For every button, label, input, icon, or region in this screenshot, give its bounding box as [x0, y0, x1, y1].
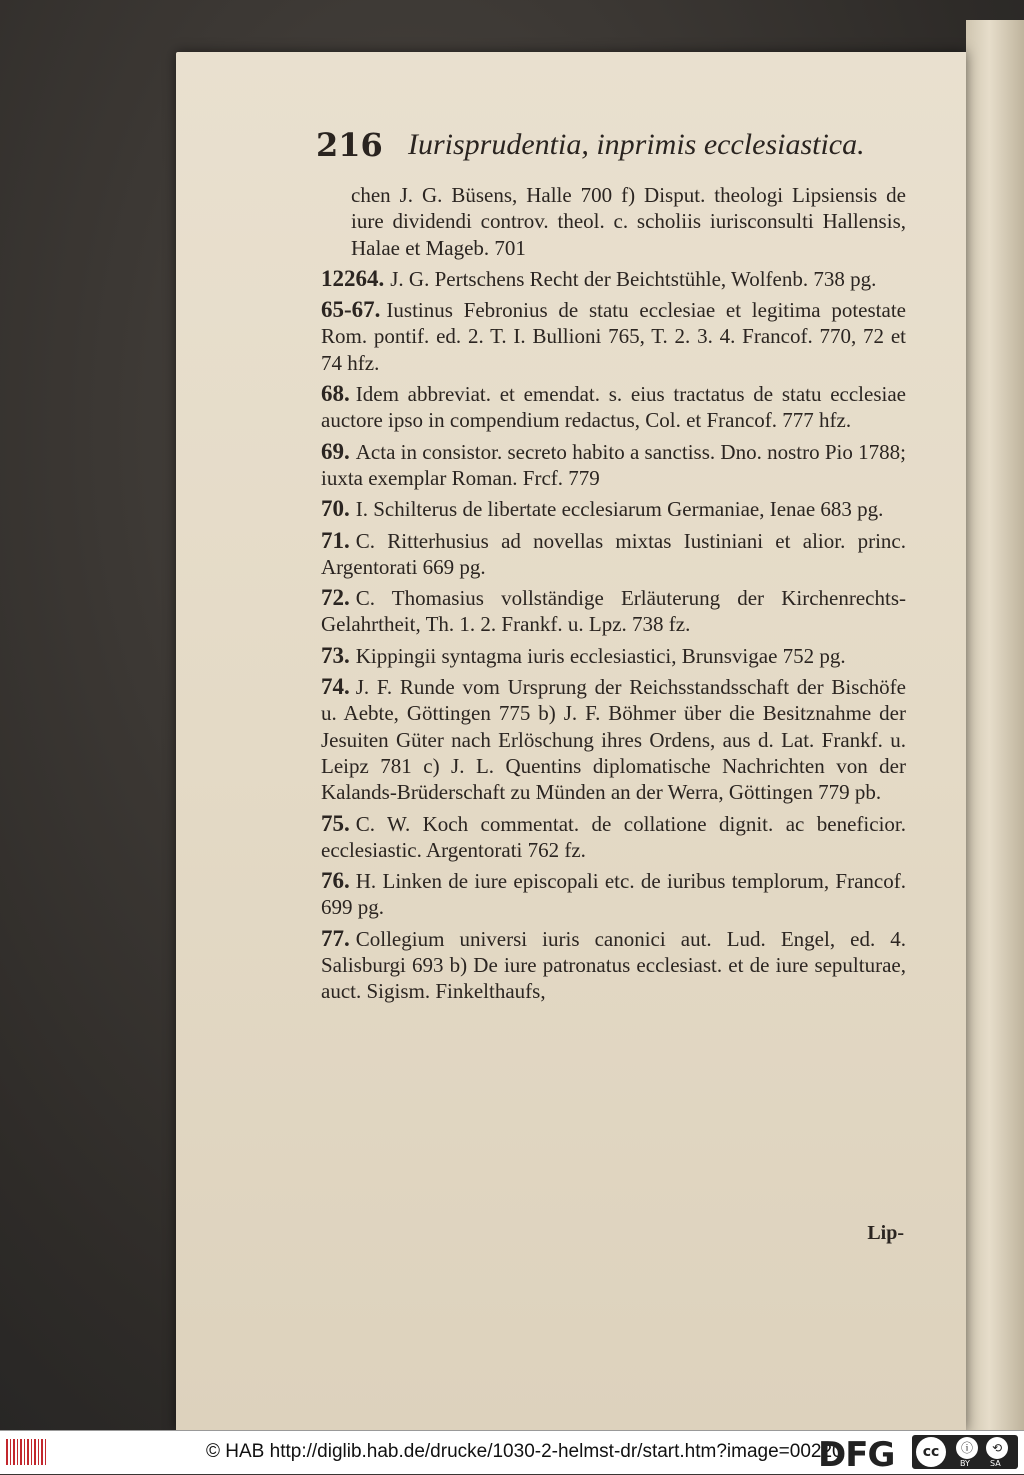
entry-text: I. Schilterus de libertate ecclesiarum Germaniae, Ienae 683 pg. — [355, 497, 884, 522]
list-item — [321, 496, 906, 522]
dfg-logo: DFG — [818, 1435, 895, 1475]
page-number: 216 — [316, 126, 383, 164]
entry-number: 75. — [321, 810, 350, 836]
list-item — [321, 926, 906, 1005]
list-item — [321, 266, 906, 292]
catchword: Lip- — [867, 1222, 904, 1244]
cc-license-badge[interactable] — [912, 1435, 1018, 1469]
list-item — [321, 674, 906, 805]
entry-text: H. Linken de iure episcopali etc. de iuribus templorum, Francof. 699 pg. — [321, 869, 906, 920]
entry-number: 70. — [321, 496, 350, 522]
entry-text: chen J. G. Büsens, Halle 700 f) Disput. theologi Lipsiensis de iure dividendi controv. theol. c. scholiis iurisconsulti Hallensis, Halae et Mageb. 701 — [351, 183, 906, 260]
barcode-icon — [6, 1439, 46, 1465]
entry-text: Kippingii syntagma iuris ecclesiastici, Brunsvigae 752 pg. — [355, 643, 846, 668]
by-label: BY — [960, 1459, 970, 1468]
entry-number: 71. — [321, 527, 350, 553]
entry-number: 77. — [321, 925, 350, 951]
entry-text: Acta in consistor. secreto habito a sanctiss. Dno. nostro Pio 1788; iuxta exemplar Roman. Frcf. 779 — [321, 439, 906, 490]
entry-number: 12264. — [321, 265, 385, 291]
list-item — [321, 643, 906, 669]
sa-label: SA — [990, 1459, 1001, 1468]
cc-icon: cc — [916, 1437, 946, 1467]
entry-number: 72. — [321, 585, 350, 611]
entry-number: 74. — [321, 674, 350, 700]
viewer-footer — [0, 1430, 1024, 1474]
entry-text: J. F. Runde vom Ursprung der Reichsstandsschaft der Bischöfe u. Aebte, Göttingen 775 b) J. F. Böhmer über die Besitznahme der Jesuiten Güter nach Erlöschung ihres Ordens, aus d. Lat. Frankf. u. Leipz 781 c) J. L. Quentins diplomatische Nachrichten von der Kalands-Brüderschaft zu Münden an der Werra, Göttingen 779 pb. — [321, 675, 906, 805]
list-item — [321, 528, 906, 581]
attribution-icon: ⓘ — [956, 1437, 978, 1459]
list-item — [321, 811, 906, 864]
entry-number: 73. — [321, 642, 350, 668]
catalog-entries — [321, 182, 906, 1010]
entry-text: C. Thomasius vollständige Erläuterung der Kirchenrechts-Gelahrtheit, Th. 1. 2. Frankf. u. Lpz. 738 fz. — [321, 586, 906, 637]
entry-number: 76. — [321, 868, 350, 894]
running-title: Iurisprudentia, inprimis ecclesiastica. — [408, 128, 865, 161]
share-alike-icon: ⟲ — [986, 1437, 1008, 1459]
list-item — [321, 381, 906, 434]
entry-number: 68. — [321, 381, 350, 407]
list-item — [321, 585, 906, 638]
entry-number: 65-67. — [321, 297, 381, 323]
page-header — [316, 120, 946, 170]
book-page — [176, 52, 966, 1430]
list-item — [351, 182, 906, 261]
entry-number: 69. — [321, 438, 350, 464]
adjacent-page-edge — [966, 20, 1024, 1430]
list-item — [321, 868, 906, 921]
list-item — [321, 297, 906, 376]
entry-text: Collegium universi iuris canonici aut. Lud. Engel, ed. 4. Salisburgi 693 b) De iure patronatus ecclesiast. et de iure sepulturae, auct. Sigism. Finkelthaufs, — [321, 926, 906, 1004]
copyright-link[interactable]: © HAB http://diglib.hab.de/drucke/1030-2-helmst-dr/start.htm?image=00220 — [206, 1441, 843, 1462]
list-item — [321, 439, 906, 492]
entry-text: C. Ritterhusius ad novellas mixtas Iustiniani et alior. princ. Argentorati 669 pg. — [321, 528, 906, 579]
entry-text: Iustinus Febronius de statu ecclesiae et legitima potestate Rom. pontif. ed. 2. T. I. Bullioni 765, T. 2. 3. 4. Francof. 770, 72 et 74 hfz. — [321, 298, 906, 375]
entry-text: C. W. Koch commentat. de collatione dignit. ac beneficior. ecclesiastic. Argentorati 762 fz. — [321, 811, 906, 862]
entry-text: J. G. Pertschens Recht der Beichtstühle, Wolfenb. 738 pg. — [390, 266, 877, 291]
entry-text: Idem abbreviat. et emendat. s. eius tractatus de statu ecclesiae auctore ipso in compendium redactus, Col. et Francof. 777 hfz. — [321, 382, 906, 433]
